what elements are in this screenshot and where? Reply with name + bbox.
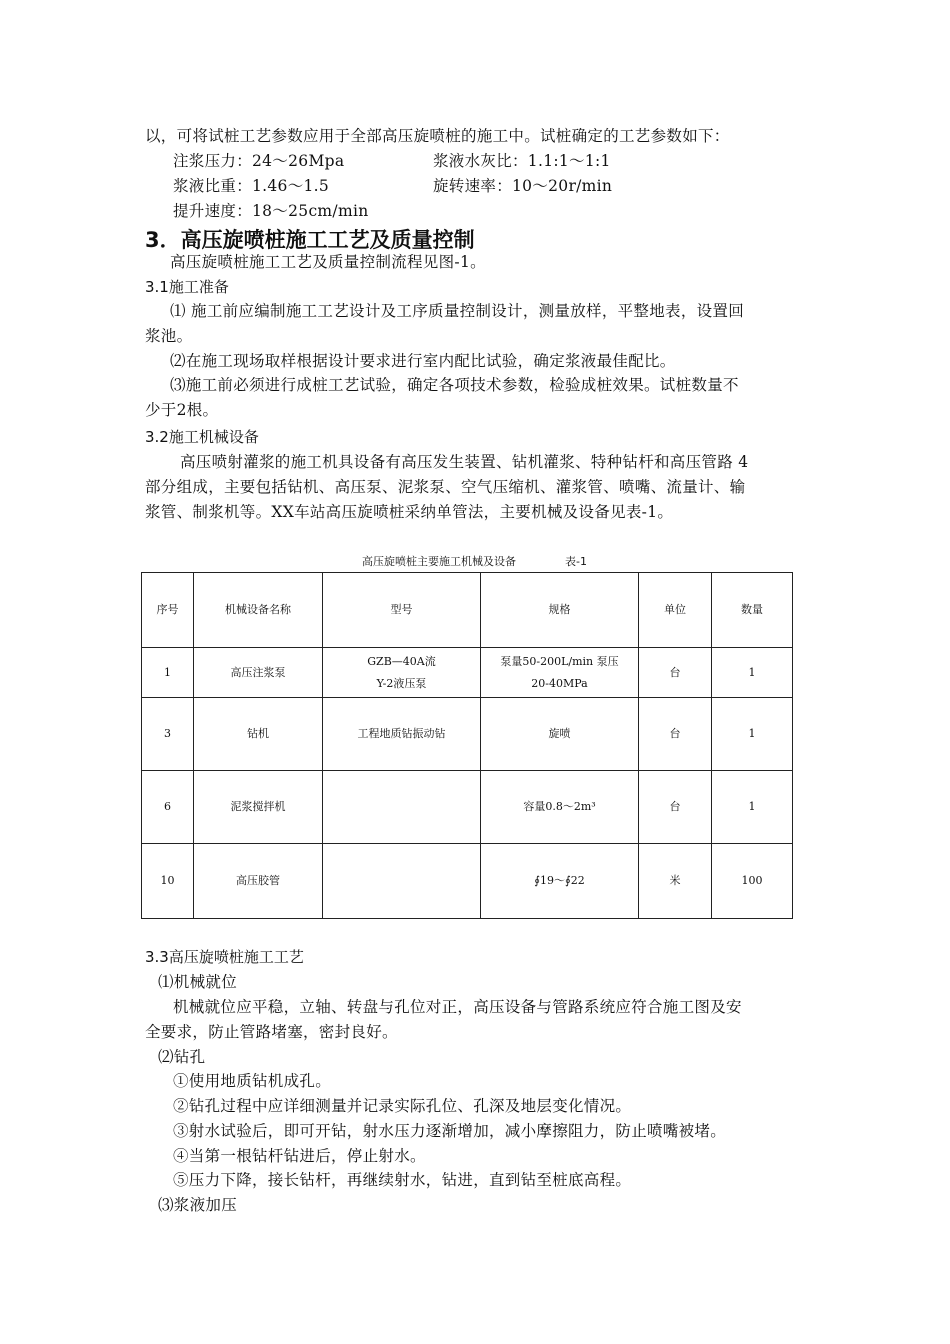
header-spec: 规格 [481,573,639,648]
drilling-step: ⑤压力下降，接长钻杆，再继续射水，钻进，直到钻至桩底高程。 [173,1171,632,1189]
param-water-cement-ratio: 浆液水灰比：1.1:1～1:1 [433,152,611,170]
header-no: 序号 [142,573,194,648]
equipment-para-line1: 高压喷射灌浆的施工机具设备有高压发生装置、钻机灌浆、特种钻杆和高压管路 4 [180,453,749,471]
drilling-step: ①使用地质钻机成孔。 [173,1072,332,1090]
cell-qty: 100 [712,844,793,919]
table-caption: 高压旋喷桩主要施工机械及设备 [362,555,516,568]
prep-item-2: ⑵在施工现场取样根据设计要求进行室内配比试验，确定浆液最佳配比。 [170,352,676,370]
param-lift-speed: 提升速度：18～25cm/min [173,202,369,220]
header-name: 机械设备名称 [194,573,323,648]
param-rotation-rate: 旋转速率：10～20r/min [433,177,613,195]
cell-qty: 1 [712,648,793,698]
cell-no: 3 [142,698,194,771]
table-row [142,771,793,844]
equipment-table [141,572,793,919]
prep-item-1: ⑴ 施工前应编制施工工艺设计及工序质量控制设计，测量放样，平整地表，设置回 [170,302,745,320]
cell-no: 6 [142,771,194,844]
table-row [142,844,793,919]
sub-machine-positioning: ⑴机械就位 [158,973,238,991]
section-3-intro: 高压旋喷桩施工工艺及质量控制流程见图-1。 [170,253,486,271]
prep-item-3: ⑶施工前必须进行成桩工艺试验，确定各项技术参数，检验成桩效果。试桩数量不 [170,376,739,394]
cell-name: 泥浆搅拌机 [194,771,323,844]
cell-qty: 1 [712,771,793,844]
section-3-3-title: 3.3高压旋喷桩施工工艺 [145,948,304,966]
cell-model [323,648,481,698]
section-3-2-title: 3.2施工机械设备 [145,428,259,446]
cell-spec-line2: 20-40MPa [531,676,588,690]
cell-model-line1: GZB—40A流 [367,654,436,668]
table-row [142,648,793,698]
cell-spec: ∮19～∮22 [481,844,639,919]
header-model: 型号 [323,573,481,648]
param-grout-pressure: 注浆压力：24～26Mpa [173,152,345,170]
cell-unit: 台 [639,698,712,771]
cell-model-line2: Y-2液压泵 [376,676,427,690]
cell-name: 高压胶管 [194,844,323,919]
drilling-step: ③射水试验后，即可开钻，射水压力逐渐增加，减小摩擦阻力，防止喷嘴被堵。 [173,1122,727,1140]
cell-spec [481,648,639,698]
sub-slurry-pressurizing: ⑶浆液加压 [158,1196,238,1214]
section-3-1-title: 3.1施工准备 [145,278,229,296]
cell-model [323,771,481,844]
equipment-para-line3: 浆管、制浆机等。XX车站高压旋喷桩采纳单管法，主要机械及设备见表-1。 [145,503,674,521]
intro-line: 以，可将试桩工艺参数应用于全部高压旋喷桩的施工中。试桩确定的工艺参数如下： [145,127,730,145]
positioning-para-line1: 机械就位应平稳，立轴、转盘与孔位对正，高压设备与管路系统应符合施工图及安 [173,998,742,1016]
cell-model [323,844,481,919]
table-header-row [142,573,793,648]
cell-unit: 台 [639,648,712,698]
section-3-title: 3．高压旋喷桩施工工艺及质量控制 [145,228,475,252]
prep-item-1-cont: 浆池。 [145,327,193,345]
header-unit: 单位 [639,573,712,648]
cell-unit: 台 [639,771,712,844]
table-number: 表-1 [565,555,587,568]
cell-spec: 容量0.8～2m³ [481,771,639,844]
param-slurry-density: 浆液比重：1.46～1.5 [173,177,330,195]
header-qty: 数量 [712,573,793,648]
cell-spec-line1: 泵量50-200L/min 泵压 [500,654,619,668]
drilling-step: ②钻孔过程中应详细测量并记录实际孔位、孔深及地层变化情况。 [173,1097,632,1115]
equipment-para-line2: 部分组成，主要包括钻机、高压泵、泥浆泵、空气压缩机、灌浆管、喷嘴、流量计、输 [145,478,746,496]
cell-qty: 1 [712,698,793,771]
sub-drilling: ⑵钻孔 [158,1048,206,1066]
cell-name: 钻机 [194,698,323,771]
cell-spec: 旋喷 [481,698,639,771]
cell-no: 10 [142,844,194,919]
prep-item-3-cont: 少于2根。 [145,401,219,419]
positioning-para-line2: 全要求，防止管路堵塞，密封良好。 [145,1023,398,1041]
cell-no: 1 [142,648,194,698]
drilling-step: ④当第一根钻杆钻进后，停止射水。 [173,1147,426,1165]
cell-model: 工程地质钻振动钻 [323,698,481,771]
cell-name: 高压注浆泵 [194,648,323,698]
table-row [142,698,793,771]
cell-unit: 米 [639,844,712,919]
